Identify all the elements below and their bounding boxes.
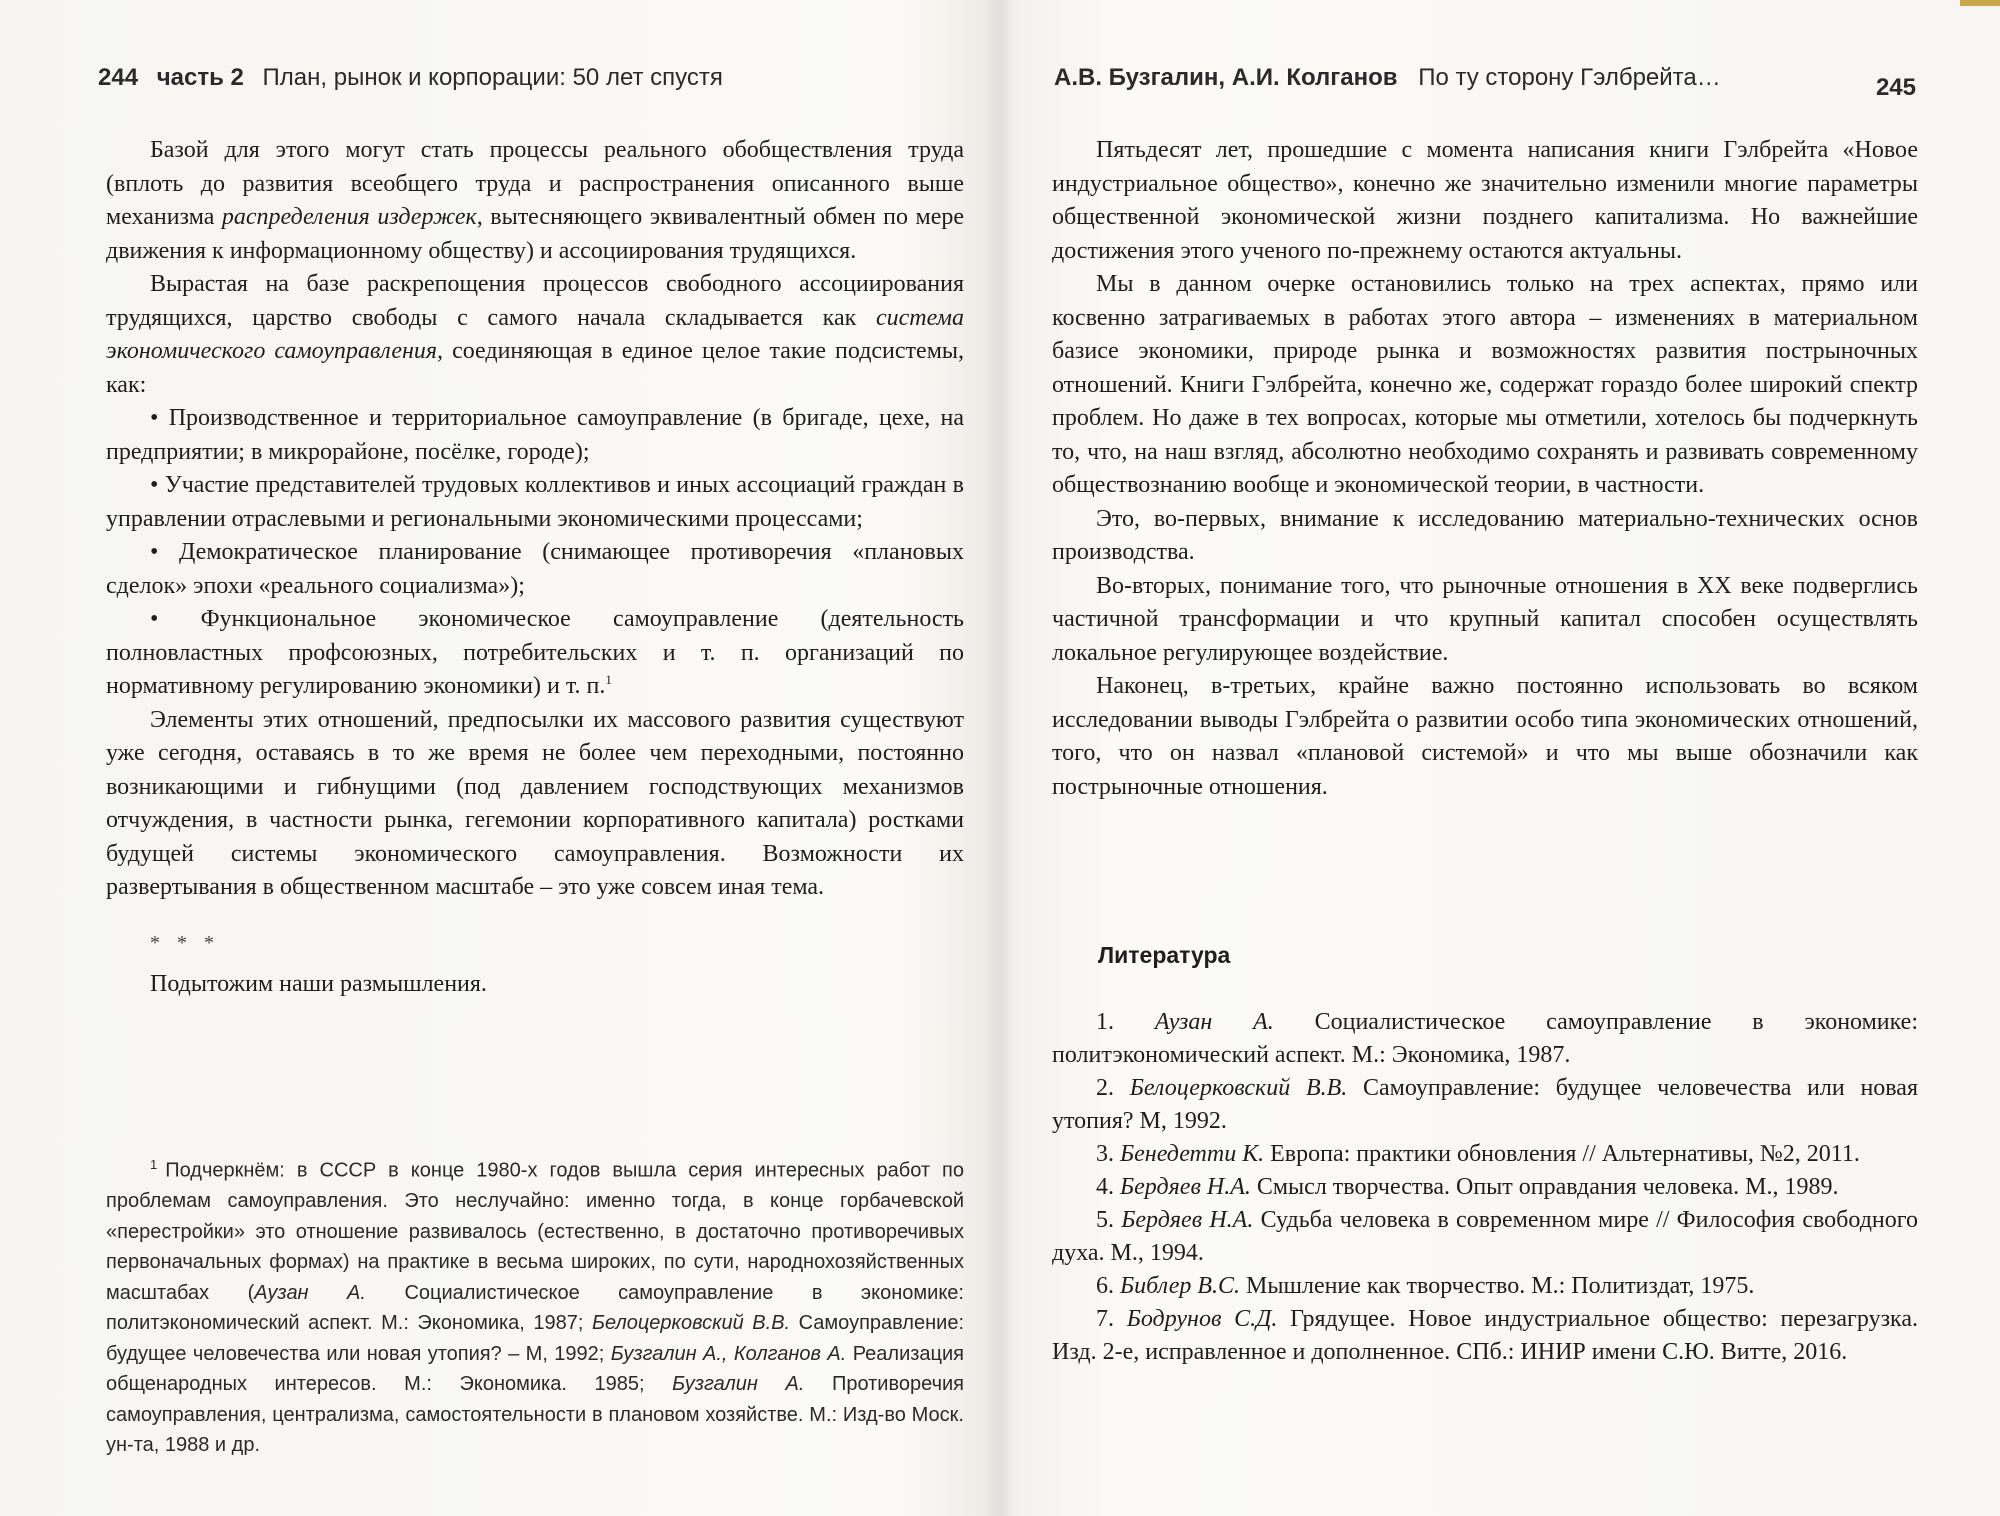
reference-list xyxy=(1052,1006,1918,1369)
footnote-ref: 1 xyxy=(605,672,612,687)
part-label: часть 2 xyxy=(156,64,244,91)
paragraph: Пятьдесят лет, прошедшие с момента написания книги Гэлбрейта «Новое индустриальное общество», конечно же значительно изменили многие параметры общественной экономической жизни позднего капитализма. Но важнейшие достижения этого ученого по-прежнему остаются актуальны. xyxy=(1052,137,1918,264)
reference-item: 7. Бодрунов С.Д. Грядущее. Новое индустриальное общество: перезагрузка. Изд. 2-е, исправленное и дополненное. СПб.: ИНИР имени С.Ю. Витте, 2016. xyxy=(1052,1306,1918,1365)
literature-heading: Литература xyxy=(1098,942,1231,968)
footnote: $^1$ Подчеркнём: в СССР в конце 1980-х годов вышла серия интересных работ по проблемам самоуправления. Это неслучайно: именно тогда, в конце горбачевской «перестройки» это отношение развивалось (естественно, в достаточно противоречивых первоначальных формах) на практике в весьма широких, по сути, народнохозяйственных масштабах (Аузан А. Социалистическое самоуправление в экономике: политэкономический аспект. М.: Экономика, 1987; Белоцерковский В.В. Самоуправление: будущее человечества или новая утопия? – М, 1992; Бузгалин А., Колганов А. Реализация общенародных интересов. М.: Экономика. 1985; Бузгалин А. Противоречия самоуправления, централизма, самостоятельности в плановом хозяйстве. М.: Изд-во Моск. ун-та, 1988 и др. xyxy=(106,1157,965,1457)
left-running-head xyxy=(98,64,723,92)
left-body-text xyxy=(106,134,964,1002)
reference-item: 4. Бердяев Н.А. Смысл творчества. Опыт оправдания человека. М., 1989. xyxy=(1096,1174,1839,1200)
reference-item: 3. Бенедетти К. Европа: практики обновления // Альтернативы, №2, 2011. xyxy=(1096,1141,1860,1167)
paragraph: Наконец, в-третьих, крайне важно постоянно использовать во всяком исследовании выводы Гэлбрейта о развитии особо типа экономических отношений, того, что он назвал «плановой системой» и что мы выше обозначили как пострыночные отношения. xyxy=(1052,673,1918,800)
right-page-number: 245 xyxy=(1875,74,1916,101)
section-divider: * * * xyxy=(150,931,220,954)
reference-item: 2. Белоцерковский В.В. Самоуправление: будущее человечества или новая утопия? М, 1992. xyxy=(1052,1075,1918,1134)
right-body-text xyxy=(1052,134,1918,804)
paragraph: Мы в данном очерке остановились только на трех аспектах, прямо или косвенно затрагиваемых в работах этого автора – изменениях в материальном базисе экономики, природе рынка и возможностях развития пострыночных отношений. Книги Гэлбрейта, конечно же, содержат гораздо более широкий спектр проблем. Но даже в тех вопросах, которые мы отметили, хотелось бы подчеркнуть то, что, на наш взгляд, абсолютно необходимо сохранять и развивать современному обществознанию вообще и экономической теории, в частности. xyxy=(1052,271,1918,498)
bullet-item: • Демократическое планирование (снимающее противоречия «плановых сделок» эпохи «реального социализма»); xyxy=(106,539,964,599)
reference-item: 1. Аузан А. Социалистическое самоуправление в экономике: политэкономический аспект. М.: Экономика, 1987. xyxy=(1052,1009,1919,1068)
bullet-item: • Участие представителей трудовых коллективов и иных ассоциаций граждан в управлении отраслевыми и региональными экономическими процессами; xyxy=(106,472,964,532)
paragraph: Во-вторых, понимание того, что рыночные отношения в XX веке подверглись частичной трансформации и что крупный капитал способен осуществлять локальное регулирующее воздействие. xyxy=(1052,572,1918,666)
summary-line: Подытожим наши размышления. xyxy=(150,971,487,997)
right-running-head xyxy=(1054,64,1721,92)
chapter-title: По ту сторону Гэлбрейта… xyxy=(1418,64,1721,91)
book-title: План, рынок и корпорации: 50 лет спустя xyxy=(262,64,723,91)
right-page xyxy=(1010,0,2000,1516)
paragraph: Базой для этого могут стать процессы реального обобществления труда (вплоть до развития всеобщего труда и распространения описанного выше механизма распределения издержек, вытесняющего эквивалентный обмен по мере движения к информационному обществу) и ассоциирования трудящихся. xyxy=(106,137,964,264)
bullet-item: • Функциональное экономическое самоуправление (деятельность полновластных профсоюзных, потребительских и т. п. организаций по нормативному регулированию экономики) и т. п.$^1$ xyxy=(106,606,964,699)
paragraph: Это, во-первых, внимание к исследованию материально-технических основ производства. xyxy=(1052,505,1918,565)
reference-item: 6. Библер В.С. Мышление как творчество. М.: Политиздат, 1975. xyxy=(1096,1273,1755,1299)
left-page xyxy=(0,0,990,1516)
paragraph: Элементы этих отношений, предпосылки их массового развития существуют уже сегодня, оставаясь в то же время не более чем переходными, постоянно возникающими и гибнущими (под давлением господствующих механизмов отчуждения, в частности рынка, гегемонии корпоративного капитала) ростками будущей системы экономического самоуправления. Возможности их развертывания в общественном масштабе – это уже совсем иная тема. xyxy=(106,706,964,900)
reference-item: 5. Бердяев Н.А. Судьба человека в современном мире // Философия свободного духа. М., 1994. xyxy=(1052,1207,1919,1266)
authors: А.В. Бузгалин, А.И. Колганов xyxy=(1054,64,1398,91)
footnote-mark: 1 xyxy=(150,1157,158,1172)
bullet-item: • Производственное и территориальное самоуправление (в бригаде, цехе, на предприятии; в микрорайоне, посёлке, городе); xyxy=(106,405,964,465)
left-page-number: 244 xyxy=(98,64,139,91)
paragraph: Вырастая на базе раскрепощения процессов свободного ассоциирования трудящихся, царство свободы с самого начала складывается как система экономического самоуправления, соединяющая в единое целое такие подсистемы, как: xyxy=(106,271,965,398)
